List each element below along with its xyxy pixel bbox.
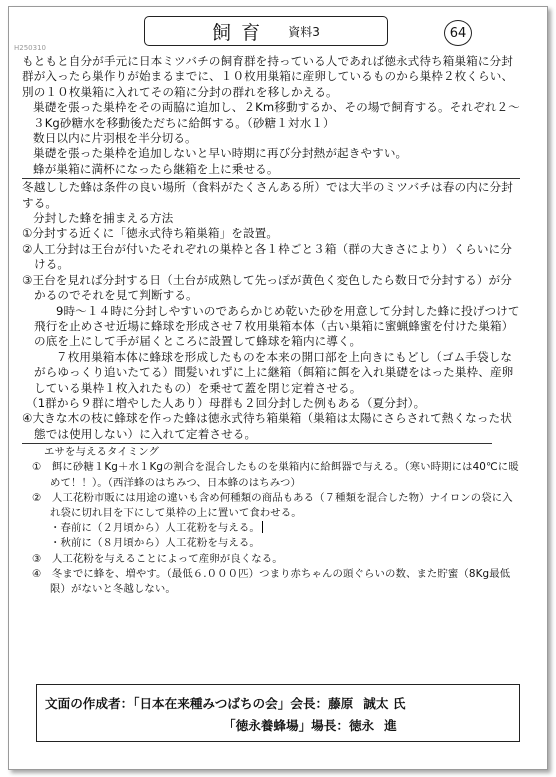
feeding-subitem: [22, 521, 520, 536]
feeding-item: ④ 冬までに蜂を、増やす。（最低６.０００匹）つまり赤ちゃんの頭ぐらいの数、また貯蜜（8Kg最低限）がないと冬越しない。: [32, 567, 511, 595]
intro-paragraph: 数日以内に片羽根を半分切る。: [33, 131, 197, 146]
section-divider: [22, 178, 520, 179]
capture-paragraph: ７枚用巣箱本体に蜂球を形成したものを本来の開口部を上向きにもどし（ゴム手袋しながらゆっくり追いたてる）間髪いれずに上に継箱（餌箱に餌を入れ巣礎をはった巣枠、産卵している巣枠１枚入れたもの）を乗せて蓋を閉じ定着させる。: [34, 349, 514, 395]
intro-paragraph: 巣礎を張った巣枠をその両脇に追加し、２Km移動するか、その場で飼育する。それぞれ２～３Kg砂糖水を移動後ただちに給餌する。（砂糖１対水１）: [33, 100, 520, 130]
intro-paragraph: 蜂が巣箱に満杯になったら継箱を上に乗せる。: [33, 161, 279, 176]
text-cursor: [262, 521, 263, 533]
document-body: [22, 54, 520, 597]
page-title: 飼育: [212, 21, 271, 44]
title-box: [144, 16, 388, 46]
intro-paragraph: もともと自分が手元に日本ミツバチの飼育群を持っている人であれば徳永式待ち箱巣箱に分封群が入ったら巣作りが始まるまでに、１０枚用巣箱に産卵しているものから巣枠２枚くらい、別の１０枚巣箱に入れてその箱に分封の群れを移しかえる。: [22, 54, 514, 99]
intro-paragraph: 巣礎を張った巣枠を追加しないと早い時期に再び分封熱が起きやすい。: [33, 146, 408, 161]
capture-lead: 冬越しした蜂は条件の良い場所（食料がたくさんある所）では大半のミツバチは春の内に分封する。: [22, 180, 513, 210]
feeding-autumn: ・秋前に（８月頃から）人工花粉を与える。: [50, 537, 260, 550]
capture-paragraph: （1群から９群に増やした人あり）母群も２回分封した例もある（夏分封）。: [26, 395, 426, 410]
capture-paragraph: 9時～１４時に分封しやすいのであらかじめ乾いた砂を用意して分封した蜂に投げつけて飛行を止めさせ近場に蜂球を形成させ７枚用巣箱本体（古い巣箱に蜜蝋蜂蜜を付けた巣箱）の底を上にして手が届くところに設置して蜂球を箱内に導く。: [34, 303, 520, 349]
capture-item: ①分封する近くに「徳永式待ち箱巣箱」を設置。: [22, 226, 279, 241]
page-number: 64: [444, 20, 472, 46]
author-label: 文面の作成者：「日本在来種みつばちの会」会長：藤原: [45, 696, 354, 711]
author-name: 進: [384, 718, 397, 733]
feeding-item: ① 餌に砂糖１Kg＋水１Kgの割合を混合したものを巣箱内に給餌器で与える。（寒い時期には40℃に暖めて！！）。（西洋蜂のはちみつ、日本蜂のはちみつ）: [32, 461, 519, 489]
page-subtitle: 資料3: [288, 24, 320, 39]
capture-item: ③王台を見れば分封する日（土台が成熟して先っぽが黄色く変色したら数日で分封する）が分かるのでそれを見て判断する。: [22, 272, 512, 303]
author-label: 「徳永養蜂場」場長：徳永: [223, 718, 375, 733]
feeding-item: ② 人工花粉市販には用途の違いも含め何種類の商品もある（７種類を混合した物）ナイロンの袋に入れ袋に切れ目を下にして巣枠の上に置いて食わせる。: [32, 491, 513, 519]
capture-item: ②人工分封は王台が付いたそれぞれの巣枠と各１枠ごと３箱（群の大きさにより）くらいに分ける。: [22, 241, 512, 272]
author-line: [223, 715, 397, 734]
feeding-section: [22, 445, 520, 597]
author-line: [45, 693, 405, 712]
author-box: [36, 684, 520, 742]
capture-item: ④大きな木の枝に蜂球を作った蜂は徳永式待ち箱巣箱（巣箱は太陽にさらされて熱くなった状態では使用しない）に入れて定着させる。: [22, 411, 512, 441]
feeding-item: ③ 人工花粉を与えることによって産卵が良くなる。: [32, 552, 283, 565]
reference-code: H250310: [14, 44, 46, 52]
section-divider: [22, 443, 492, 444]
author-name: 誠太 氏: [363, 696, 406, 711]
feeding-heading: エサを与えるタイミング: [44, 446, 159, 459]
feeding-spring: ・春前に（２月頃から）人工花粉を与える。: [50, 522, 260, 535]
capture-heading: 分封した蜂を捕まえる方法: [33, 211, 174, 226]
